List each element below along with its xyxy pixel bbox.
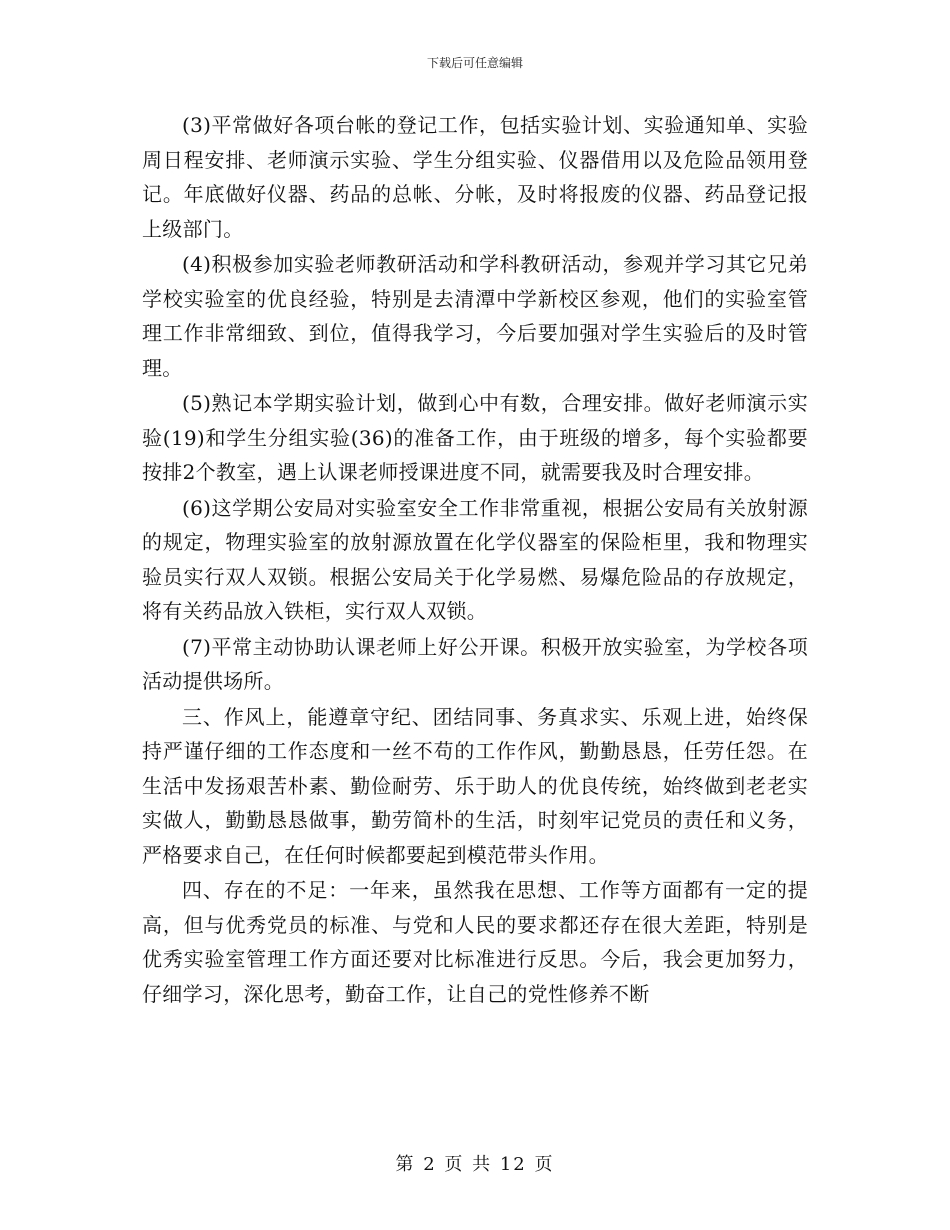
page-number-footer: 第 2 页 共 12 页: [395, 1154, 555, 1175]
paragraph-section-4: 四、存在的不足：一年来，虽然我在思想、工作等方面都有一定的提高，但与优秀党员的标准、与党和人民的要求都还存在很大差距，特别是优秀实验室管理工作方面还要对比标准进行反思。今后，我会更加努力，仔细学习，深化思考，勤奋工作，让自己的党性修养不断: [142, 878, 808, 1006]
paragraph-item-5: (5)熟记本学期实验计划，做到心中有数，合理安排。做好老师演示实验(19)和学生分组实验(36)的准备工作，由于班级的增多，每个实验都要按排2个教室，遇上认课老师授课进度不同，就需要我及时合理安排。: [142, 391, 808, 484]
page-header: 下载后可任意编辑: [426, 56, 523, 70]
paragraph-item-4: (4)积极参加实验老师教研活动和学科教研活动，参观并学习其它兄弟学校实验室的优良经验，特别是去清潭中学新校区参观，他们的实验室管理工作非常细致、到位，值得我学习，今后要加强对学生实验后的及时管理。: [142, 252, 808, 380]
paragraph-item-7: (7)平常主动协助认课老师上好公开课。积极开放实验室，为学校各项活动提供场所。: [142, 634, 808, 693]
paragraph-section-3: 三、作风上，能遵章守纪、团结同事、务真求实、乐观上进，始终保持严谨仔细的工作态度和一丝不苟的工作作风，勤勤恳恳，任劳任怨。在生活中发扬艰苦朴素、勤俭耐劳、乐于助人的优良传统，始终做到老老实实做人，勤勤恳恳做事，勤劳简朴的生活，时刻牢记党员的责任和义务，严格要求自己，在任何时候都要起到模范带头作用。: [142, 704, 808, 867]
paragraph-item-6: (6)这学期公安局对实验室安全工作非常重视，根据公安局有关放射源的规定，物理实验室的放射源放置在化学仪器室的保险柜里，我和物理实验员实行双人双锁。根据公安局关于化学易燃、易爆危险品的存放规定，将有关药品放入铁柜，实行双人双锁。: [142, 495, 808, 623]
document-body: [142, 108, 808, 1012]
paragraph-item-3: (3)平常做好各项台帐的登记工作，包括实验计划、实验通知单、实验周日程安排、老师演示实验、学生分组实验、仪器借用以及危险品领用登记。年底做好仪器、药品的总帐、分帐，及时将报废的仪器、药品登记报上级部门。: [142, 113, 808, 241]
